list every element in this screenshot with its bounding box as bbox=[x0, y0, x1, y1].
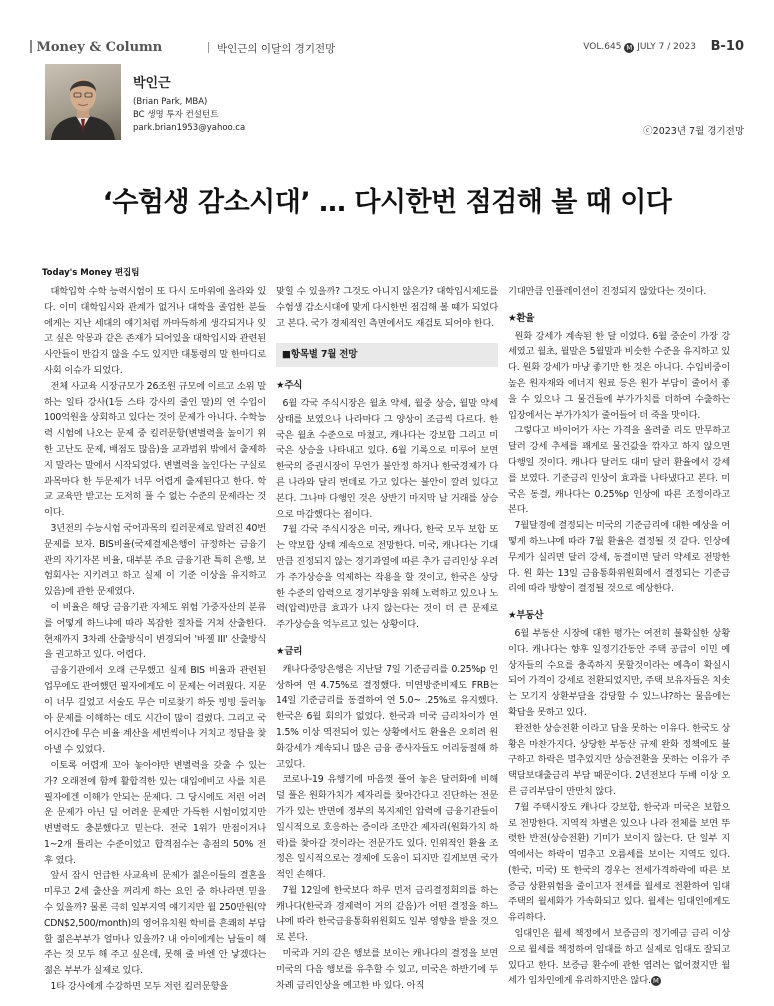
paragraph: 캐나다중앙은행은 지난달 7일 기준금리를 0.25%p 인상하여 연 4.75%로 결정했다. 미연방준비제도 FRB는 14일 기준금리를 동결하여 연 5.0~ .25%로 유지했다. 한국은 6월 회의가 없었다. 한국과 미국 금리차이가 연 1.5% 이상 역전되어 있는 상황에서도 환율은 오히려 원화강세가 계속되니 많은 금융 종사자들도 어리둥절해 하고있다. bbox=[276, 663, 498, 770]
paragraph: 그렇다고 바이어가 사는 가격을 올려줄 리도 만무하고 달러 강세 추세를 꽤게로 물건값을 깎자고 하지 않으면 다행일 것이다. 캐나다 달러도 대미 달러 환율에서 강세를 보였다. 기준금리 인상이 효과를 나타냈다고 본다. 미국은 동결, 캐나다는 0.25%p 인상에 따른 조정이라고 본다. bbox=[508, 425, 730, 516]
paragraph: 1타 강사에게 수강하면 모두 저런 킬러문항을 bbox=[50, 981, 229, 993]
column-title bbox=[208, 41, 335, 56]
article-column-1 bbox=[44, 284, 266, 995]
paragraph: 미국과 거의 같은 행보를 보이는 캐나다의 결정을 보면 미국의 다음 행보를 유추할 수 있고, 미국은 하반기에 두차례 금리인상을 예고한 바 있다. 아직 bbox=[276, 948, 498, 991]
paragraph: 기대만큼 인플레이션이 진정되지 않았다는 것이다. bbox=[508, 286, 707, 297]
magazine-logo-icon: M bbox=[626, 44, 633, 52]
paragraph: 7월 각국 주식시장은 미국, 캐나다, 한국 모두 보합 또는 약보합 상태 계속으로 전망한다. 미국, 캐나다는 기대만큼 진정되지 않는 경기과열에 따른 추가 금리인상 우려가 주가상승을 억제하는 작용을 할 것이고, 한국은 상당한 수준의 압력으로 경기부양을 위해 노력하고 있으나 노력(압력)만큼 효과가 나지 않는다는 것이 더 큰 문제로 주가상승을 억누르고 있는 상황이다. bbox=[276, 524, 498, 631]
author-title: BC 생명 투자 컨설턴트 bbox=[133, 110, 219, 120]
outlook-section-header: ■항목별 7월 전망 bbox=[276, 343, 498, 367]
article-column-3 bbox=[508, 284, 730, 989]
issue-info bbox=[583, 42, 696, 53]
paragraph: 완전한 상승전환 이라고 답을 못하는 이유다. 한국도 상황은 마찬가지다. 상당한 부동산 규제 완화 정책에도 불구하고 하락은 멈추었지만 상승전환을 못하는 이유가 주택담보대출금리 부담 때문이다. 2년전보다 두배 이상 오른 금리부담이 만만치 않다. bbox=[508, 722, 730, 797]
stock-heading: ★주식 bbox=[276, 380, 303, 392]
paragraph: 금융기관에서 오래 근무했고 실제 BIS 비율과 관련된 업무에도 관여했던 필자에게도 이 문제는 어려웠다. 지문이 너무 길었고 서술도 무슨 미로찾기 하듯 빙빙 둘러놓아 문제를 이해하는 데도 시간이 많이 걸렸다. 그리고 국어시간에 무슨 비율 계산을 세번씩이나 거치고 정답을 찾아낼 수 있었다. bbox=[44, 665, 266, 756]
paragraph: 앞서 잠시 언급한 사교육비 문제가 젊은이들의 결혼을 미루고 2세 출산을 꺼리게 하는 요인 중 하나라면 믿을 수 있을까? 물론 극히 일부지역 얘기지만 월 250만원(약 CDN$2,500/month)의 영어유치원 학비를 흔쾌히 부담할 젊은부부가 얼마나 있을까? 내 아이에게는 남들이 해 주는 것 모두 해 주고 싶은데, 못해 줄 바엔 안 낳겠다는 젊은 부부가 실제로 있다. bbox=[44, 870, 266, 977]
rate-heading: ★금리 bbox=[276, 645, 303, 657]
author-info bbox=[133, 76, 245, 135]
copyright-notice: ⓒ2023년 7월 경기전망 bbox=[643, 126, 744, 137]
paragraph: 7월 주택시장도 캐나다 강보합, 한국과 미국은 보합으로 전망한다. 지역적 차별은 있으나 나라 전체를 보면 뚜렷한 반전(상승전환) 기미가 보이지 않는다. 단 일부 지역에서는 하락이 멈추고 오름세를 보이는 지역도 있다. (한국, 미국) 또 한국의 경우는 전세가격하락에 따른 보증금 상환위험을 줄이고자 전세를 월세로 전환하여 임대주택의 월세화가 가속화되고 있다. 월세는 임대인에게도 유리하다. bbox=[508, 801, 730, 924]
page-number: B-10 bbox=[710, 39, 744, 54]
divider bbox=[208, 42, 209, 53]
paragraph-text: 임대인은 월세 책정에서 보증금의 정기예금 금리 이상으로 월세를 책정하여 임대를 하고 실제로 임대도 잘되고 있다고 한다. 보증금 환수에 관한 염려는 없어졌지만 월세가 임차인에게 유리하지만은 않다. bbox=[508, 928, 730, 987]
issue-date: JULY 7 / 2023 bbox=[637, 42, 696, 52]
paragraph: 원화 강세가 계속된 한 달 이었다. 6월 중순이 가장 강세였고 월초, 월말은 5월말과 비슷한 수준을 유지하고 있다. 원화 강세가 마냥 좋기만 한 것은 아니다. 수입비중이 높은 원자재와 에너지 원료 등은 원가 부담이 줄어서 좋을 수 있으나 그 물건들에 부가가치를 더하여 수출하는 입장에서는 부가가치가 줄어들어 더 죽을 맛이다. bbox=[508, 330, 730, 421]
paragraph: 전체 사교육 시장규모가 26조원 규모에 이르고 소위 말하는 일타 강사(1등 스타 강사의 줄인 말)의 연 수입이 100억원을 상회하고 있다는 것이 문제가 아니다. 수학능력 시험에 나오는 문제 중 킬러문항(변별력을 높이기 위한 고난도 문제, 배점도 많음)을 교과범위 밖에서 출제하지 말라는 말에서 시작되었다. 변별력을 높인다는 구실로 과목마다 한 두문제가 너무 어렵게 출제된다고 한다. 학교 교육만 받고는 도저히 풀 수 없는 수준의 문제라는 것이다. bbox=[44, 380, 266, 519]
byline: Today's Money 편집팀 bbox=[42, 268, 140, 278]
estate-heading: ★부동산 bbox=[508, 610, 544, 622]
column-title-label: 박인근의 이달의 경기전망 bbox=[217, 43, 336, 55]
paragraph: 7월달경에 결정되는 미국의 기준금리에 대한 예상을 어떻게 하느냐에 따라 7월 환율은 결정될 것 같다. 인상에 무게가 실리면 달러 강세, 동결이면 달러 약세로 전망한다. 원 화는 13일 금융통화위원회에서 결정되는 기준금리에 따라 방향이 결정될 것으로 예상한다. bbox=[508, 520, 730, 595]
article-headline: ‘수험생 감소시대’ … 다시한번 점검해 볼 때 이다 bbox=[102, 187, 672, 218]
divider bbox=[30, 40, 32, 53]
paragraph bbox=[508, 926, 730, 989]
page-header bbox=[30, 40, 744, 56]
paragraph: 6월 각국 주식시장은 월초 약세, 월중 상승, 월말 약세 상태를 보였으나 나라마다 그 양상이 조금씩 다르다. 한국은 월초 수준으로 마쳤고, 캐나다는 강보합 그리고 미국은 상승을 나타내고 있다. 6월 기록으로 미루어 보면 한국의 증권시장이 무언가 불안정 하거나 한국경제가 다른 나라와 달리 번데로 가고 있다는 불안이 깔려 있다고 본다. 그나마 다행인 것은 상반기 마지막 날 거래를 상승으로 마감했다는 점이다. bbox=[276, 397, 498, 520]
paragraph: 대학입학 수학 능력시험이 또 다시 도마위에 올라와 있다. 이미 대학입시와 관계가 없거나 대학을 졸업한 분들에게는 지난 세대의 얘기처럼 까마득하게 생각되거나 잊고 싶은 악몽과 같은 존재가 되어있을 대학입시와 관련된 사안들이 반갑지 않을 수도 있지만 대통령의 말 한마디로 사회 이슈가 되었다. bbox=[44, 286, 266, 376]
paragraph: 3년전의 수능시험 국어과목의 킬러문제로 알려진 40번 문제를 보자. BIS비율(국제결제은행이 규정하는 금융기관의 자기자본 비율, 대부분 주요 금융기관 특히 은행, 보험회사는 지키려고 하고 실제 이 기준 이상을 유지하고 있음)에 관한 문제였다. bbox=[44, 522, 266, 598]
paragraph: 7월 12일에 한국보다 하루 먼저 금리결정회의를 하는 캐나다(한국과 경제력이 거의 같음)가 어떤 결정을 하느냐에 따라 한국금융통화위원회도 일부 영향을 받을 것으로 본다. bbox=[276, 884, 498, 944]
volume-number: VOL.645 bbox=[583, 42, 622, 52]
end-mark-icon: M bbox=[651, 976, 661, 986]
fx-heading: ★환율 bbox=[508, 312, 535, 324]
section-name bbox=[30, 40, 162, 55]
author-photo bbox=[45, 64, 121, 140]
paragraph: 코로나-19 유행기에 마음껏 풀어 놓은 달러화에 비해 덜 풀은 원화가치가 제자리를 찾아간다고 진단하는 전문가가 있는 반면에 정부의 복지제인 압력에 금융기관들이 일시적으로 호응하는 증이라 조만간 제자리(원화가치 하락)를 찾아갈 것이라는 전문가도 있다. 인위적인 환율 조정은 일시적으로는 경제에 도움이 되지만 길게보면 국가적인 손해다. bbox=[276, 774, 498, 881]
author-email: park.brian1953@yahoo.ca bbox=[133, 123, 246, 133]
paragraph: 맞힐 수 있을까? 그것도 아니지 않은가? 대학입시제도를 수험생 감소시대에 맞게 다시한번 점검해 볼 때가 되었다고 본다. 국가 경제적인 측면에서도 재검토 되어야 한다. bbox=[276, 286, 498, 329]
paragraph: 6월 부동산 시장에 대한 평가는 여전히 불확실한 상황이다. 캐나다는 향후 일정기간동안 주택 공급이 이민 예상자들의 수요를 충족하지 못할것이라는 예측이 확실시 되어 가격이 강세로 전환되었지만, 주택 보유자들은 치솟는 모기지 상환부담을 감당할 수 있느냐?하는 물음에는 확답을 못하고 있다. bbox=[508, 627, 730, 718]
paragraph: 이토록 어렵게 꼬아 놓아야만 변별력을 갖출 수 있는가? 오래전에 함께 활합격한 있는 대입에비고 사를 치른 필자에겐 이해가 안되는 문제다. 그 당시에도 저런 어려운 문제가 아닌 딜 어려운 문제만 가득한 시험이었지만 변별력도 충분했다고 믿는다. 전국 1위가 만점이거나 1~2개 틀리는 수준이었고 합격점수는 총점의 50% 전 후 였다. bbox=[44, 759, 266, 866]
author-name: 박인근 bbox=[133, 76, 171, 91]
section-label: Money & Column bbox=[36, 40, 163, 55]
author-english-name: (Brian Park, MBA) bbox=[133, 97, 208, 107]
paragraph: 이 비율은 해당 금융기관 자체도 위험 가중자산의 분류를 어떻게 하느냐에 따라 복잡한 절차를 거쳐 산출한다. 현재까지 3차례 산출방식이 변경되어 '바젤 III' 산출방식을 권고하고 있다. 어렵다. bbox=[44, 601, 266, 661]
article-column-2 bbox=[276, 284, 498, 993]
